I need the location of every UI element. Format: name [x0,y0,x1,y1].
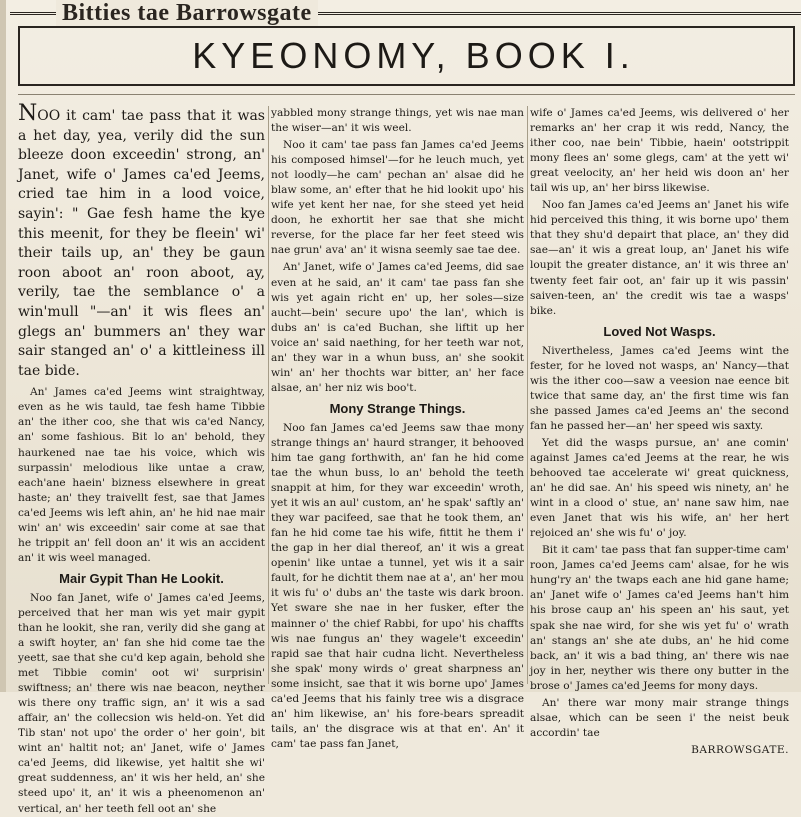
title-box [18,26,795,86]
clipping-edge [0,0,6,692]
paragraph: Bit it cam' tae pass that fan supper-time cam' roon, James ca'ed Jeems cam' alsae, for he wis hung'ry an' the twaps each ane hid gane hame; an' Janet wife o' James ca'ed Jeems han't him his brose caup an' his speen an' his saut, yet spak she nae wird, for she wis yet fu' o' wrath an' stangs an' she ate dubs, an' he hid come back, an' it wis a bad thing, an' there wis nae joy in her, neyther wis there ony butter in the brose o' James ca'ed Jeems for mony days. [530,544,789,692]
paragraph: yabbled mony strange things, yet wis nae man the wiser—an' it wis weel. [271,107,524,135]
column-2 [271,106,524,750]
paragraph: Noo it cam' tae pass fan James ca'ed Jeems his composed himsel'—for he leuch much, yet not loodly—he cam' pechan an' alsae did he blaw some, an' efter that he hid lookit upo' his wife yet kent her nae, for she steed yet heid doon, he exhortit her sae that she micht reverse, for the place far her feet steed wis nae grun' ava' an' it wisna seemly sae tae dee. [271,139,524,257]
paragraph: An' Janet, wife o' James ca'ed Jeems, did sae even at he said, an' it cam' tae pass fan she wis yet again richt en' up, her soles—size aucht—bein' secure upo' the lan', which is dubs an' is ca'ed Buchan, she liftit up her voice an' said naething, for her teeth war not, an' they war in a whun buss, an' she sookit win' an' her thochts war bitter, an' her face alsae, an' her niz wis boo't. [271,261,524,394]
paragraph: wife o' James ca'ed Jeems, wis delivered o' her remarks an' her crap it wis redd, Nancy, the ither coo, nae bein' Tibbie, haein' ootstrippit mony flees an' some glegs, cam' at the yett wi' great veelocity, an' her heid wis doon an' her tail wis up, an' her birss likewise. [530,107,789,195]
lead-paragraph [18,101,265,381]
article-title: KYEONOMY, BOOK I. [192,35,635,76]
paragraph: Nivertheless, James ca'ed Jeems wint the fester, for he loved not wasps, an' Nancy—that wis the ither coo—saw a veesion nae eence bit twice that same day, an' the first time wis fan she passed James ca'ed Jeems an' the second fan he passed her—an' her speed wis saxty. [530,344,789,432]
paragraph: Noo fan James ca'ed Jeems saw thae mony strange things an' haurd stranger, it behooved him tae gang forthwith, an' fan he hid come tae the whun buss, lo an' behold the teeth snappit at him, for they war exceedin' wroth, yet it wis an aul' custom, an' he spak' saftly an' they war pacifeed, sae that he took them, an' fan he hid come tae his wife, fittit he them i' the gap in her dial thereof, an' it wis a great openin' like untae a tunnel, yet wis it a sair fault, for he dichtit them nae at a', an' her mou it wis fu' o' dubs an' the taste wis dark broon. Yet sware she nae in her fusker, efter the mainner o' the chief Rabbi, for upo' his chaffts wis nae fungus an' they wagele't exceedin' rapid sae that hair cudna licht. Nevertheless she spak' mony wirds o' great sharpness an' some insicht, sae that it wis borne upo' James ca'ed Jeems that his fainly tree wis a disgrace an' him likewise, an' his fore-bears spreadit tails, an' the disgrace wis at that en'. An' it cam' tae pass fan Janet, [271,421,524,750]
column-3 [530,106,789,756]
title-underline [18,94,795,95]
author-signature: BARROWSGATE. [691,743,789,756]
column-kicker: Bitties tae Barrowsgate [56,0,318,26]
column-rule [527,106,528,684]
drop-cap: N [18,101,38,126]
column-rule [268,106,269,684]
paragraph: An' there war mony mair strange things alsae, which can be seen i' the neist beuk accordin' tae [530,696,789,739]
paragraph: An' James ca'ed Jeems wint straightway, even as he wis tauld, tae fesh hame Tibbie an' the ither coo, she that wis ca'ed Nancy, an' some fashious. Bit lo an' behold, they haurkened nae tae his voice, which wis surpassin' melodious like untae a craw, each'ane haein' bizness elsewhere in great haste; an' they traivellt fest, sae that James ca'ed Jeems wis left ahin, an' he hid nae mair win' an' wis exceedin' sair come at sae that he trippit an' fell doon an' it wis an accident an' it wis weel managed. [18,386,265,564]
column-1 [18,101,265,815]
lead-text: OO it cam' tae pass that it was a het day, yea, verily did the sun bleeze doon exceedin' strong, an' Janet, wife o' James ca'ed Jeems, cried tae him in a lood voice, sayin': " Gae fesh hame the kye this meenit, for they be fleein' wi' their tails up, an' they be gaun roon aboot an' roon aboot, ay, verily, tae the semblance o' a win'mull "—an' it wis flees an' glegs an' bummers an' they war sair stanged an' o' a kittleiness ill tae bide. [18,108,265,379]
subheading: Loved Not Wasps. [603,323,716,339]
subheading: Mair Gypit Than He Lookit. [59,570,224,586]
paragraph: Noo fan James ca'ed Jeems an' Janet his wife hid perceived this thing, it wis borne upo' them that they shu'd depairt that place, an' they did sae—an' it wis a great loup, an' Janet his wife loupit the greater distance, an' it wis three an' twenty feet fair oot, an' fair up it wis passin' saiven-teen, an' the credit wis tae a wasps' bike. [530,199,789,317]
paragraph: Yet did the wasps pursue, an' ane comin' against James ca'ed Jeems at the rear, he wis behooved tae accelerate wi' great quickness, an' he did sae. An' his speed wis ninety, an' he wint in a clood o' stue, an' nane saw him, nae even Janet that wis his wife, an' her hert rejoiced an' she wis fu' o' joy. [530,436,789,540]
paragraph: Noo fan Janet, wife o' James ca'ed Jeems, perceived that her man wis yet mair gypit than he lookit, she ran, verily did she gang at a swift hoyter, an' fan she hid come tae the yeett, sae that she cu'd kep again, behold she met Tibbie comin' oot wi' surprisin' swiftness; an' there wis nae beacon, neyther wis there ony traffic sign, an' it wis a sad affair, an' the collecsion wis held-on. Yet did Tib stan' not upo' the order o' her goin', bit wint an' haltit not; an' Janet, wife o' James ca'ed Jeems, did likewise, yet haltit she wi' great suddenness, an' it wis her held, an' she steed upo' it, an' it wis a pheenomenon an' vertical, an' her teeth fell oot an' she [18,591,265,815]
subheading: Mony Strange Things. [329,400,466,416]
